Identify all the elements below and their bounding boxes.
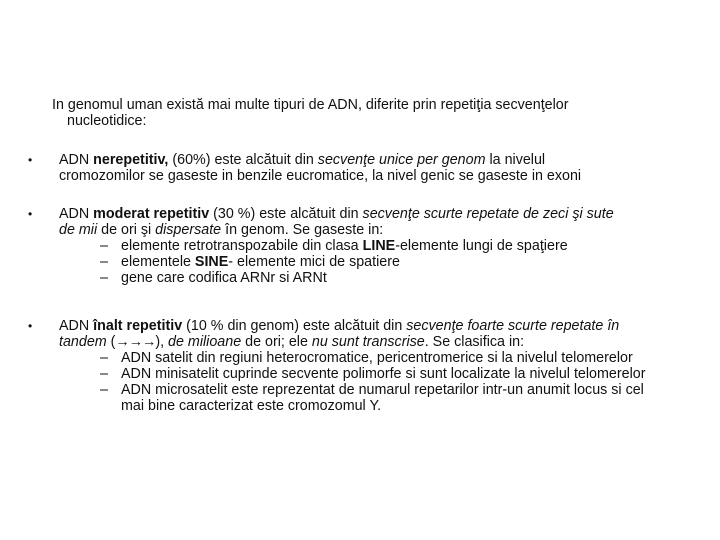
sub-item xyxy=(59,254,699,270)
text-run: elemente retrotranspozabile din clasa xyxy=(121,238,363,254)
italic-term: de milioane xyxy=(168,334,242,350)
dash-icon: – xyxy=(100,366,108,382)
text-run: ADN microsatelit este reprezentat de numarul repetarilor intr-un anumit locus si cel xyxy=(121,382,644,398)
intro-paragraph xyxy=(52,97,652,129)
text-run: ( xyxy=(106,334,116,350)
text-run: -elemente lungi de spaţiere xyxy=(395,238,568,254)
italic-term: secvenţe foarte scurte repetate în xyxy=(406,318,620,334)
sub-item xyxy=(59,350,699,366)
bullet-icon: • xyxy=(28,207,33,221)
text-run: ADN xyxy=(59,152,94,168)
bullet-icon: • xyxy=(28,153,33,167)
bold-term: înalt repetitiv xyxy=(93,318,183,334)
sub-item xyxy=(59,238,699,254)
italic-term: dispersate xyxy=(155,222,222,238)
arrows-icon: →→→ xyxy=(115,334,156,350)
intro-line-1: In genomul uman există mai multe tipuri de ADN, diferite prin repetiţia secvenţelor xyxy=(52,97,569,113)
italic-term: secvenţe unice per genom xyxy=(317,152,486,168)
text-run: ADN xyxy=(59,318,94,334)
bullet-text xyxy=(59,206,699,286)
dash-icon: – xyxy=(100,254,108,270)
text-run: (60%) este alcătuit din xyxy=(168,152,318,168)
bullet-text xyxy=(59,318,699,414)
bold-term: LINE xyxy=(362,238,396,254)
bold-term: nerepetitiv, xyxy=(93,152,169,168)
dash-icon: – xyxy=(100,238,108,254)
bullet-text xyxy=(59,152,699,184)
text-run: mai bine caracterizat este cromozomul Y. xyxy=(121,398,382,414)
bold-term: SINE xyxy=(194,254,229,270)
text-run: ADN satelit din regiuni heterocromatice, pericentromerice si la nivelul telomerelor xyxy=(121,350,633,366)
text-run: de ori; ele xyxy=(241,334,312,350)
dash-icon: – xyxy=(100,382,108,398)
bullet-icon: • xyxy=(28,319,33,333)
italic-term: tandem xyxy=(59,334,107,350)
text-run: - elemente mici de spatiere xyxy=(228,254,400,270)
text-run: ), xyxy=(155,334,169,350)
dash-icon: – xyxy=(100,270,108,286)
italic-term: secvenţe scurte repetate de zeci şi sute xyxy=(362,206,614,222)
text-run: . Se clasifica in: xyxy=(424,334,525,350)
text-run: (30 %) este alcătuit din xyxy=(209,206,363,222)
sub-item xyxy=(59,382,699,414)
italic-term: nu sunt transcrise xyxy=(311,334,425,350)
sub-item xyxy=(59,366,699,382)
text-run: de ori şi xyxy=(97,222,156,238)
italic-term: de mii xyxy=(59,222,98,238)
text-run: cromozomilor se gaseste in benzile eucromatice, la nivel genic se gaseste in exoni xyxy=(59,168,582,184)
text-run: ADN minisatelit cuprinde secvente polimorfe si sunt localizate la nivelul telomerelor xyxy=(121,366,646,382)
dash-icon: – xyxy=(100,350,108,366)
sub-item xyxy=(59,270,699,286)
intro-line-2: nucleotidice: xyxy=(67,113,147,129)
text-run: (10 % din genom) este alcătuit din xyxy=(182,318,407,334)
text-run: în genom. Se gaseste in: xyxy=(221,222,384,238)
text-run: la nivelul xyxy=(485,152,546,168)
text-run: ADN xyxy=(59,206,94,222)
text-run: elementele xyxy=(121,254,195,270)
bold-term: moderat repetitiv xyxy=(93,206,210,222)
text-run: gene care codifica ARNr si ARNt xyxy=(121,270,327,286)
